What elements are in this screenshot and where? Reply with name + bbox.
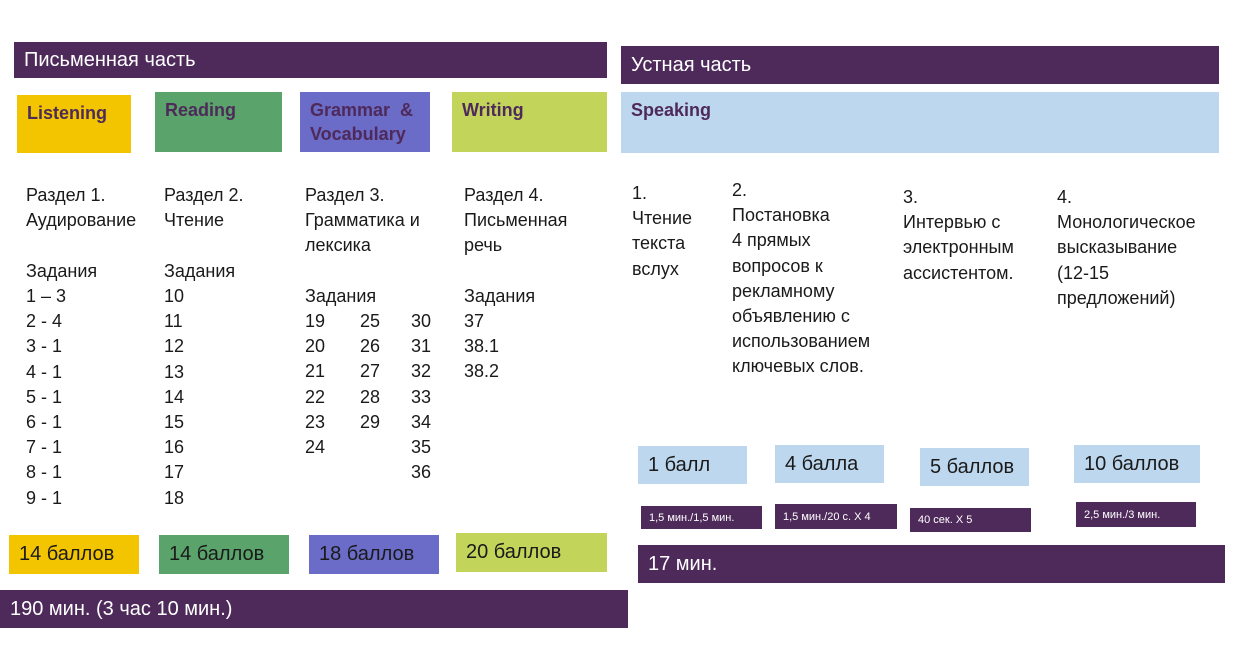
section-3-heading: Раздел 3. Грамматика и лексика: [305, 185, 420, 256]
task-item: 9 - 1: [26, 487, 63, 508]
task-item: 27: [360, 361, 381, 382]
section-4-heading: Раздел 4. Письменная речь: [464, 185, 568, 256]
oral-task-2: 2. Постановка 4 прямых вопросов к рекламному объявлению с использованием ключевых слов.: [732, 180, 871, 377]
task-item: 25: [360, 311, 381, 331]
score-oral-3: 5 баллов: [920, 448, 1029, 486]
section-3-task-col-3: [405, 309, 431, 485]
score-oral-1: 1 балл: [638, 446, 747, 484]
written-part-title: Письменная часть: [14, 42, 607, 78]
score-oral-4: 10 баллов: [1074, 445, 1200, 483]
task-item: 34: [410, 411, 431, 432]
task-item: 2 - 4: [26, 311, 63, 332]
task-item: 12: [164, 336, 185, 357]
task-item: 14: [164, 386, 185, 407]
task-item: 32: [410, 361, 431, 382]
task-item: 11: [164, 311, 183, 332]
task-item: 21: [305, 361, 326, 382]
section-3-tasks-label: Задания: [305, 286, 377, 306]
task-item: 1 – 3: [26, 286, 67, 306]
task-item: 3 - 1: [26, 336, 63, 357]
section-2-task-list: [164, 284, 184, 511]
task-item: 23: [305, 411, 326, 432]
task-item: 15: [164, 412, 185, 433]
task-item: 26: [360, 336, 381, 357]
section-3-task-col-1: [305, 309, 325, 460]
task-item: 37: [464, 311, 485, 331]
time-oral-4: 2,5 мин./3 мин.: [1076, 502, 1196, 527]
oral-total-time: 17 мин.: [638, 545, 1225, 583]
task-item: 10: [164, 286, 185, 306]
tag-reading: Reading: [155, 92, 282, 152]
task-item: 29: [360, 411, 381, 432]
oral-task-3: 3. Интервью с электронным ассистентом.: [903, 187, 1014, 283]
task-item: 33: [410, 386, 431, 407]
time-oral-2: 1,5 мин./20 с. Х 4: [775, 504, 897, 529]
section-1-heading: Раздел 1. Аудирование: [26, 185, 137, 231]
section-4-task-list: [464, 309, 499, 385]
score-listening: 14 баллов: [9, 535, 139, 574]
task-item: 35: [410, 437, 431, 458]
section-1-task-list: [26, 284, 66, 511]
task-item: 6 - 1: [26, 412, 63, 433]
tag-grammar-vocabulary: Grammar & Vocabulary: [300, 92, 430, 152]
section-2-heading: Раздел 2. Чтение: [164, 185, 244, 231]
task-item: 4 - 1: [26, 361, 63, 382]
task-item: 38.1: [464, 336, 500, 357]
section-2-tasks-label: Задания: [164, 261, 236, 281]
tag-writing: Writing: [452, 92, 607, 152]
task-item: 20: [305, 336, 326, 357]
task-item: 18: [164, 487, 185, 508]
tag-listening: Listening: [17, 95, 131, 153]
score-oral-2: 4 балла: [775, 445, 884, 483]
task-item: 5 - 1: [26, 386, 63, 407]
task-item: 16: [164, 437, 185, 458]
score-writing: 20 баллов: [456, 533, 607, 572]
tag-speaking: Speaking: [621, 92, 1219, 153]
time-oral-1: 1,5 мин./1,5 мин.: [641, 506, 762, 529]
oral-task-4: 4. Монологическое высказывание (12-15 предложений): [1057, 187, 1196, 308]
score-grammar: 18 баллов: [309, 535, 439, 574]
task-item: 17: [164, 462, 185, 483]
task-item: 30: [410, 311, 431, 331]
task-item: 19: [305, 311, 326, 331]
section-3-task-col-2: [360, 309, 380, 435]
written-total-time: 190 мин. (3 час 10 мин.): [0, 590, 628, 628]
task-item: 38.2: [464, 361, 500, 382]
oral-part-title: Устная часть: [621, 46, 1219, 84]
task-item: 13: [164, 361, 185, 382]
time-oral-3: 40 сек. Х 5: [910, 508, 1031, 532]
section-1-tasks-label: Задания: [26, 261, 98, 281]
task-item: 8 - 1: [26, 462, 63, 483]
task-item: 36: [410, 462, 431, 483]
oral-task-1: 1. Чтение текста вслух: [632, 183, 693, 279]
task-item: 7 - 1: [26, 437, 63, 458]
section-4-tasks-label: Задания: [464, 286, 536, 306]
task-item: 22: [305, 386, 326, 407]
task-item: 28: [360, 386, 381, 407]
task-item: 31: [410, 336, 431, 357]
score-reading: 14 баллов: [159, 535, 289, 574]
task-item: 24: [305, 437, 326, 458]
